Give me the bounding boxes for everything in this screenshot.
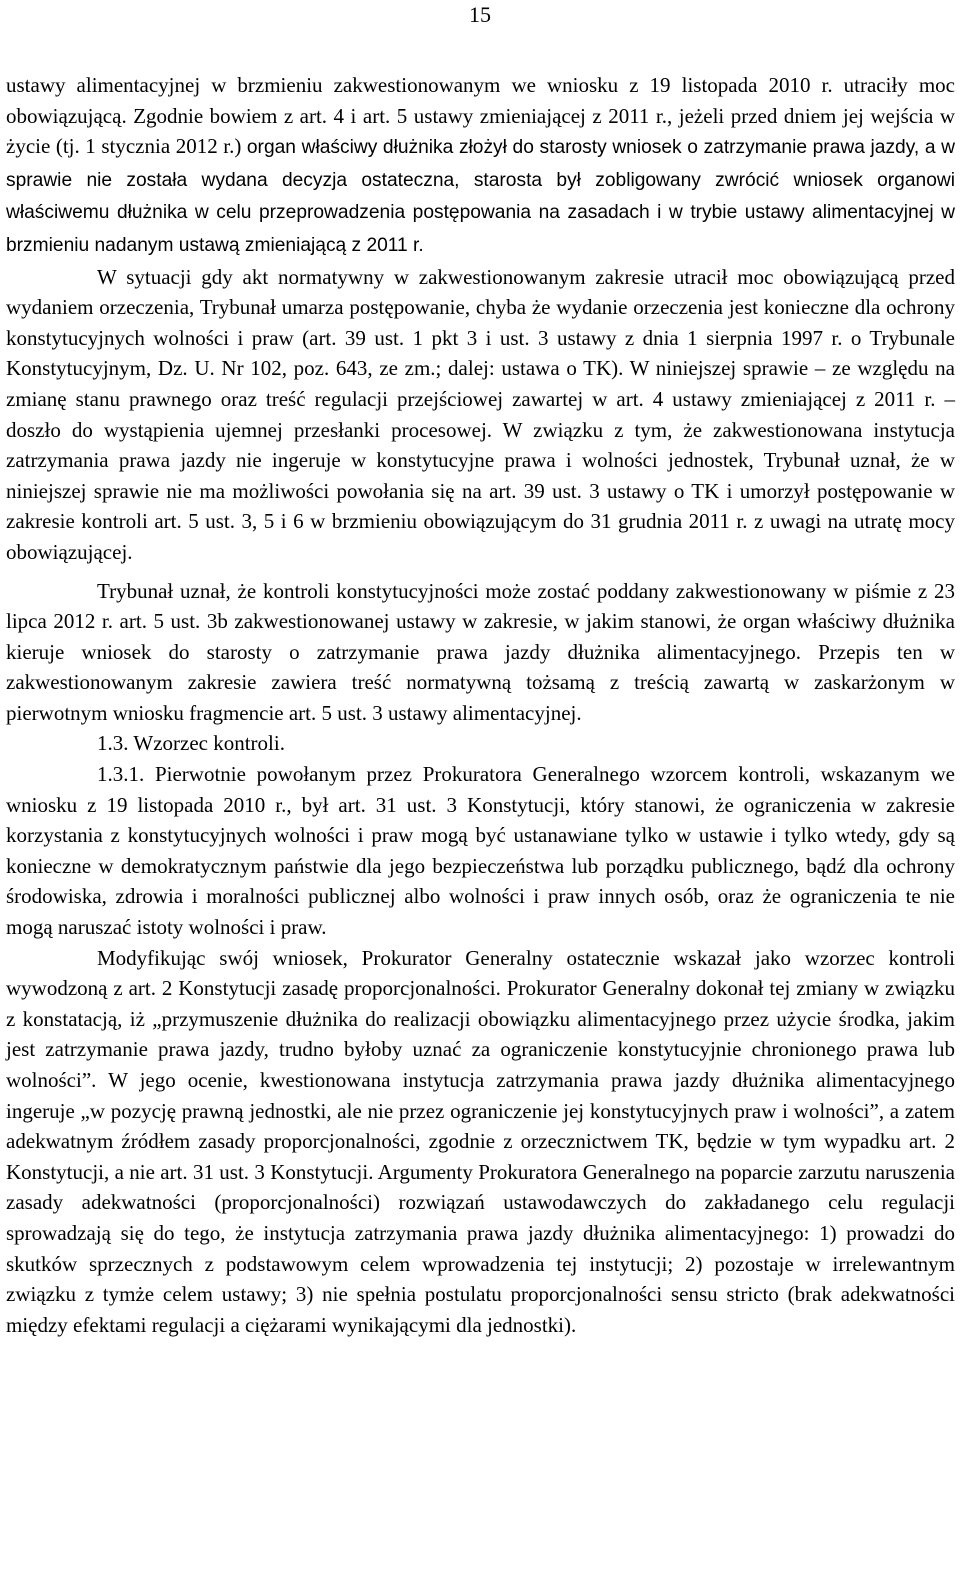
section-heading [6,728,955,759]
body-paragraph [6,576,955,729]
body-paragraph [6,70,955,262]
text-segment: Trybunał uznał, że kontroli konstytucyjności może zostać poddany zakwestionowany w piśmie z 23 lipca 2012 r. art. 5 ust. 3b zakwestionowanej ustawy w zakresie, w jakim stanowi, że organ właściwy dłużnika kieruje wniosek do starosty o zatrzymanie prawa jazdy dłużnika alimentacyjnego. Przepis ten w zakwestionowanym zakresie zawiera treść normatywną tożsamą z treścią zawartą w zaskarżonym w pierwotnym wniosku fragmencie art. 5 ust. 3 ustawy alimentacyjnej. [6,578,955,725]
text-segment: organ właściwy dłużnika złożył do starosty wniosek o zatrzymanie prawa jazdy, a w sprawie nie została wydana decyzja ostateczna, starosta był zobligowany zwrócić wniosek organowi właściwemu dłużnika w celu przeprowadzenia postępowania na zasadach i w trybie ustawy alimentacyjnej w brzmieniu nadanym ustawą zmieniającą z 2011 r. [6,137,956,256]
text-segment: 1.3.1. Pierwotnie powołanym przez Prokuratora Generalnego wzorcem kontroli, wskazanym we wniosku z 19 listopada 2010 r., był art. 31 ust. 3 Konstytucji, który stanowi, że ograniczenia w zakresie korzystania z konstytucyjnych wolności i praw mogą być ustanawiane tylko w ustawie i tylko wtedy, gdy są konieczne w demokratycznym państwie dla jego bezpieczeństwa lub porządku publicznego, bądź dla ochrony środowiska, zdrowia i moralności publicznej albo wolności i praw innych osób, oraz że ograniczenia te nie mogą naruszać istoty wolności i praw. [6,762,955,940]
text-segment: 1.3. Wzorzec kontroli. [97,731,285,756]
text-segment: ustawy alimentacyjnej w brzmieniu zakwestionowanym we wniosku z 19 listopada 2010 r. utraciły moc obowiązującą. Zgodnie bowiem z art. 4 i art. 5 ustawy zmieniającej z 2011 r., jeżeli przed dniem jej wejścia w życie (tj. 1 stycznia 2012 r.) [6,73,955,159]
page-number: 15 [469,2,491,27]
text-segment: Modyfikując swój wniosek, Prokurator Generalny ostatecznie wskazał jako wzorzec kontroli wywodzoną z art. 2 Konstytucji zasadę proporcjonalności. Prokurator Generalny dokonał tej zmiany w związku z konstatacją, iż „przymuszenie dłużnika do realizacji obowiązku alimentacyjnego przez użycie środka, jakim jest zatrzymanie prawa jazdy, trudno byłoby uznać za ograniczenie konstytucyjnie chronionego prawa lub wolności”. W jego ocenie, kwestionowana instytucja zatrzymania prawa jazdy dłużnika alimentacyjnego ingeruje „w pozycję prawną jednostki, ale nie przez ograniczenie jej konstytucyjnych praw i wolności”, a zatem adekwatnym źródłem zasady proporcjonalności, zgodnie z orzecznictwem TK, będzie w tym wypadku art. 2 Konstytucji, a nie art. 31 ust. 3 Konstytucji. Argumenty Prokuratora Generalnego na poparcie zarzutu naruszenia zasady adekwatności (proporcjonalności) rozwiązań ustawodawczych do zakładanego celu regulacji sprowadzają się do tego, że instytucja zatrzymania prawa jazdy dłużnika alimentacyjnego: 1) prowadzi do skutków sprzecznych z podstawowym celem wprowadzenia tej instytucji; 2) pozostaje w irrelewantnym związku z tymże celem ustawy; 3) nie spełnia postulatu proporcjonalności sensu stricto (brak adekwatności między efektami regulacji a ciężarami wynikającymi dla jednostki). [6,945,955,1337]
text-segment: W sytuacji gdy akt normatywny w zakwestionowanym zakresie utracił moc obowiązującą przed wydaniem orzeczenia, Trybunał umarza postępowanie, chyba że wydanie orzeczenia jest konieczne dla ochrony konstytucyjnych wolności i praw (art. 39 ust. 1 pkt 3 i ust. 3 ustawy z dnia 1 sierpnia 1997 r. o Trybunale Konstytucyjnym, Dz. U. Nr 102, poz. 643, ze zm.; dalej: ustawa o TK). W niniejszej sprawie – ze względu na zmianę stanu prawnego oraz treść regulacji przejściowej zawartej w art. 4 ustawy zmieniającej z 2011 r. – doszło do wystąpienia ujemnej przesłanki procesowej. W związku z tym, że zakwestionowana instytucja zatrzymania prawa jazdy nie ingeruje w konstytucyjne prawa i wolności jednostek, Trybunał uznał, że w niniejszej sprawie nie ma możliwości powołania się na art. 39 ust. 3 ustawy o TK i umorzył postępowanie w zakresie kontroli art. 5 ust. 3, 5 i 6 w brzmieniu obowiązującym do 31 grudnia 2011 r. z uwagi na utratę mocy obowiązującej. [6,264,955,564]
document-body [6,70,955,1340]
body-paragraph [6,262,955,568]
body-paragraph [6,759,955,943]
body-paragraph [6,943,955,1341]
